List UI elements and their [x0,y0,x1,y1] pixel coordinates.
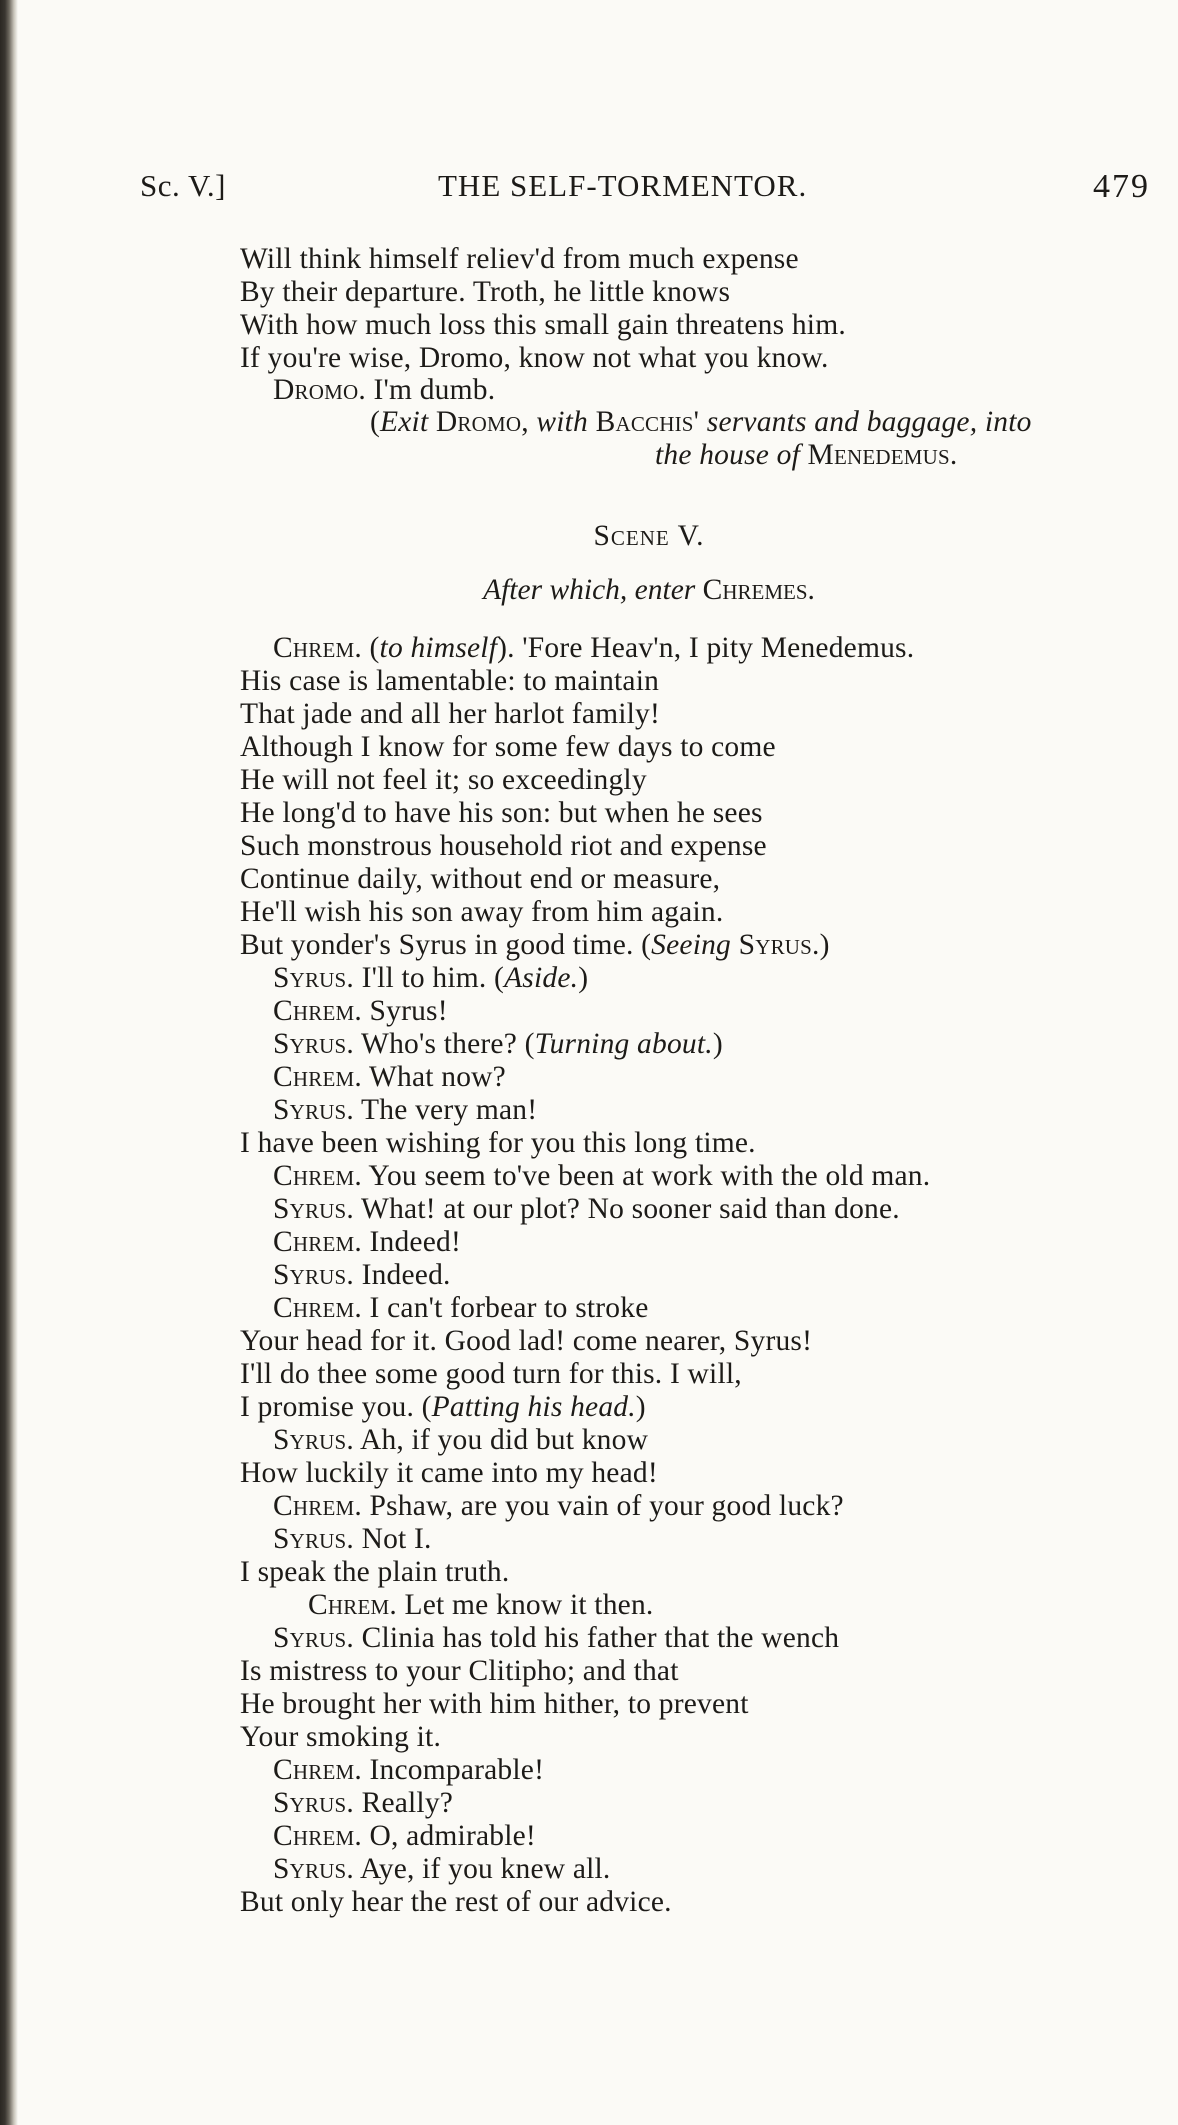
dialogue-text: Aye, if you knew all. [354,1853,611,1885]
verse-line: He long'd to have his son: but when he sees [240,797,763,829]
dialogue-text: Not I. [354,1523,432,1555]
speaker-name: Syrus. [273,1193,354,1225]
stage-direction-text: with [528,406,589,438]
speaker-name: Syrus. [273,1622,354,1654]
character-name: Menedemus. [799,439,958,471]
verse-line [240,929,830,962]
speaker-name: Chrem. [273,1754,362,1786]
dialogue-line [273,1424,648,1457]
running-title: THE SELF-TORMENTOR. [438,168,808,203]
dialogue-text: I'm dumb. [365,374,496,406]
dialogue-line [273,1094,537,1127]
dialogue-line [273,1622,839,1655]
stage-direction-text: After which, enter [483,574,696,606]
paren: ( [370,406,381,438]
speaker-name: Syrus. [273,1523,354,1555]
speaker-name: Chrem. [273,1226,362,1258]
verse-line: Is mistress to your Clitipho; and that [240,1655,679,1687]
verse-line: His case is lamentable: to maintain [240,665,660,697]
character-name: Syrus.) [731,929,830,961]
verse-line: I have been wishing for you this long time. [240,1127,756,1159]
dialogue-line [273,1820,536,1853]
dialogue-line [273,1193,900,1226]
verse-line: If you're wise, Dromo, know not what you know. [240,342,829,374]
verse-line: But only hear the rest of our advice. [240,1886,672,1918]
paren: ) [635,1391,646,1423]
stage-direction-text: Seeing [651,929,732,961]
speaker-name: Chrem. [273,1160,362,1192]
paren: ) [712,1028,723,1060]
dialogue-line [273,1490,844,1523]
verse-line: He'll wish his son away from him again. [240,896,724,928]
page-binding-edge [0,0,18,2125]
character-name: Dromo, [428,406,529,438]
dialogue-text: The very man! [354,1094,538,1126]
dialogue-line [273,1259,451,1292]
stage-direction-text: Turning about. [534,1028,713,1060]
dialogue-text: Really? [354,1787,454,1819]
dialogue-text: What now? [361,1061,506,1093]
dialogue-text: What! at our plot? No sooner said than done. [354,1193,900,1225]
stage-direction-text: to himself [379,632,498,664]
dialogue-line [308,1589,653,1622]
character-name: Bacchis' [588,406,700,438]
dialogue-line [273,1061,506,1094]
dialogue-text: Ah, if you did but know [354,1424,649,1456]
speaker-name: Syrus. [273,1853,354,1885]
dialogue-line [273,1028,723,1061]
speaker-name: Chrem. [273,1490,362,1522]
dialogue-line [273,1853,611,1886]
dialogue-line [273,632,914,665]
stage-direction [655,439,957,472]
dialogue-line [273,1160,930,1193]
verse-line: Such monstrous household riot and expense [240,830,767,862]
speaker-name: Syrus. [273,1028,354,1060]
verse-line [240,1391,646,1424]
dialogue-text: I promise you. ( [240,1391,432,1423]
speaker-name: Dromo. [273,374,366,406]
dialogue-line [273,1754,544,1787]
dialogue-text: You seem to've been at work with the old man. [361,1160,931,1192]
verse-line: He will not feel it; so exceedingly [240,764,647,796]
dialogue-text: Indeed! [361,1226,461,1258]
character-name: Chremes. [695,574,815,606]
verse-line: How luckily it came into my head! [240,1457,658,1489]
stage-direction-text: Patting his head. [431,1391,636,1423]
verse-line: Your smoking it. [240,1721,442,1753]
dialogue-text: I'll to him. ( [354,962,505,994]
dialogue-line [273,1787,453,1820]
dialogue-line [273,995,448,1028]
stage-direction-text: the house of [655,439,800,471]
dialogue-text: Let me know it then. [396,1589,654,1621]
page-number: 479 [1093,168,1150,205]
speaker-name: Syrus. [273,1094,354,1126]
verse-line: With how much loss this small gain threatens him. [240,309,846,341]
stage-direction-text: Exit [380,406,429,438]
speaker-name: Chrem. [273,1061,362,1093]
dialogue-text: Pshaw, are you vain of your good luck? [361,1490,844,1522]
dialogue-line [273,1226,461,1259]
dialogue-text: O, admirable! [361,1820,536,1852]
verse-line: I'll do thee some good turn for this. I will, [240,1358,742,1390]
verse-line: He brought her with him hither, to prevent [240,1688,749,1720]
section-marker: Sc. V.] [140,168,226,203]
speaker-name: Syrus. [273,962,354,994]
speaker-name: Syrus. [273,1787,354,1819]
paren: ) [578,962,589,994]
verse-line: Your head for it. Good lad! come nearer, Syrus! [240,1325,813,1357]
dialogue-line [273,374,495,407]
speaker-name: Chrem. [273,1820,362,1852]
dialogue-text: Clinia has told his father that the wench [354,1622,840,1654]
stage-direction-text: servants and baggage, into [699,406,1032,438]
dialogue-text: Syrus! [361,995,448,1027]
speaker-name: Syrus. [273,1259,354,1291]
paren: ( [361,632,380,664]
verse-line: Continue daily, without end or measure, [240,863,721,895]
verse-line: By their departure. Troth, he little knows [240,276,731,308]
speaker-name: Chrem. [273,995,362,1027]
dialogue-line [273,1292,648,1325]
speaker-name: Chrem. [308,1589,397,1621]
stage-direction-text: Aside. [504,962,579,994]
dialogue-text: But yonder's Syrus in good time. ( [240,929,652,961]
dialogue-text: I can't forbear to stroke [361,1292,649,1324]
scene-heading: Scene V. [593,520,705,552]
stage-direction [370,406,1032,439]
speaker-name: Chrem. [273,1292,362,1324]
verse-line: I speak the plain truth. [240,1556,510,1588]
verse-line: Although I know for some few days to come [240,731,776,763]
speaker-name: Chrem. [273,632,362,664]
verse-line: Will think himself reliev'd from much expense [240,243,799,275]
running-header [140,168,1150,216]
dialogue-line [273,1523,432,1556]
dialogue-text: Indeed. [354,1259,451,1291]
verse-line: That jade and all her harlot family! [240,698,661,730]
scene-entrance-direction [60,574,1178,607]
dialogue-text: Incomparable! [361,1754,545,1786]
speaker-name: Syrus. [273,1424,354,1456]
dialogue-text: ). 'Fore Heav'n, I pity Menedemus. [497,632,915,664]
dialogue-text: Who's there? ( [354,1028,535,1060]
dialogue-line [273,962,588,995]
